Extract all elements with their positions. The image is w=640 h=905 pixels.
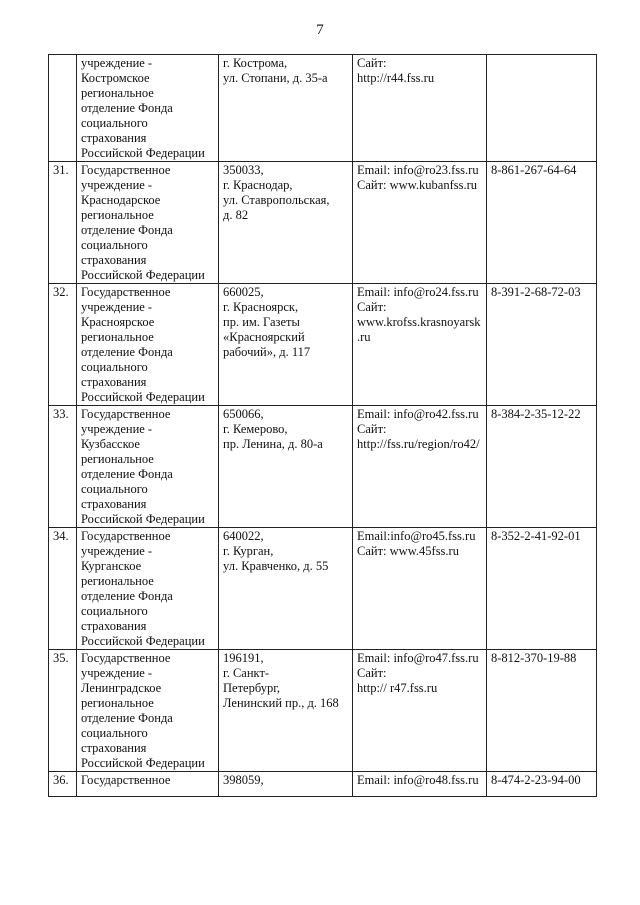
phone-cell: 8-474-2-23-94-00 xyxy=(487,772,597,797)
cell-line: Кузбасское xyxy=(81,437,140,451)
cell-line: ул. Ставропольская, xyxy=(223,193,330,207)
cell-line: учреждение - xyxy=(81,544,153,558)
cell-line: учреждение - xyxy=(81,56,153,70)
cell-line: отделение Фонда xyxy=(81,467,173,481)
cell-line: Государственное xyxy=(81,651,171,665)
cell-line: ул. Кравченко, д. 55 xyxy=(223,559,329,573)
phone-cell: 8-391-2-68-72-03 xyxy=(487,284,597,406)
cell-line: учреждение - xyxy=(81,178,153,192)
cell-line: отделение Фонда xyxy=(81,223,173,237)
cell-line: региональное xyxy=(81,574,154,588)
cell-line: Государственное xyxy=(81,285,171,299)
cell-line: Email: info@ro23.fss.ru xyxy=(357,163,479,177)
cell-line: Российской Федерации xyxy=(81,146,205,160)
cell-line: региональное xyxy=(81,452,154,466)
cell-line: Краснодарское xyxy=(81,193,161,207)
cell-line: отделение Фонда xyxy=(81,345,173,359)
contacts-cell xyxy=(353,55,487,162)
row-number-cell: 35. xyxy=(49,650,77,772)
cell-line: пр. им. Газеты xyxy=(223,315,300,329)
cell-line: Государственное xyxy=(81,773,171,787)
cell-line: Государственное xyxy=(81,529,171,543)
cell-line: Сайт: www.45fss.ru xyxy=(357,544,459,558)
cell-line: Красноярское xyxy=(81,315,155,329)
contacts-cell xyxy=(353,650,487,772)
cell-line: Курганское xyxy=(81,559,142,573)
cell-line: пр. Ленина, д. 80-а xyxy=(223,437,323,451)
cell-line: отделение Фонда xyxy=(81,589,173,603)
table-row xyxy=(49,528,597,650)
table-body xyxy=(49,55,597,797)
cell-line: Сайт: xyxy=(357,56,387,70)
table-row xyxy=(49,284,597,406)
cell-line: г. Кемерово, xyxy=(223,422,288,436)
phone-cell: 8-861-267-64-64 xyxy=(487,162,597,284)
cell-line: социального xyxy=(81,116,148,130)
cell-line: http://fss.ru/region/ro42/ xyxy=(357,437,480,451)
cell-line: региональное xyxy=(81,696,154,710)
cell-line: учреждение - xyxy=(81,300,153,314)
cell-line: 196191, xyxy=(223,651,264,665)
cell-line: Email:info@ro45.fss.ru xyxy=(357,529,476,543)
cell-line: г. Санкт- xyxy=(223,666,270,680)
institution-name-cell xyxy=(77,162,219,284)
institution-name-cell xyxy=(77,528,219,650)
institution-name-cell xyxy=(77,650,219,772)
cell-line: учреждение - xyxy=(81,666,153,680)
cell-line: страхования xyxy=(81,741,147,755)
cell-line: www.krofss.krasnoyarsk xyxy=(357,315,481,329)
cell-line: Государственное xyxy=(81,163,171,177)
cell-line: отделение Фонда xyxy=(81,101,173,115)
cell-line: Костромское xyxy=(81,71,150,85)
contacts-cell xyxy=(353,284,487,406)
phone-cell: 8-812-370-19-88 xyxy=(487,650,597,772)
cell-line: http://r44.fss.ru xyxy=(357,71,435,85)
contacts-cell xyxy=(353,528,487,650)
row-number-cell: 31. xyxy=(49,162,77,284)
contacts-cell xyxy=(353,162,487,284)
cell-line: социального xyxy=(81,238,148,252)
cell-line: Сайт: xyxy=(357,666,387,680)
cell-line: Сайт: xyxy=(357,300,387,314)
address-cell xyxy=(219,55,353,162)
institution-name-cell xyxy=(77,284,219,406)
contacts-cell xyxy=(353,772,487,797)
regional-offices-table xyxy=(48,54,597,797)
institution-name-cell xyxy=(77,406,219,528)
cell-line: Российской Федерации xyxy=(81,634,205,648)
cell-line: ул. Стопани, д. 35-а xyxy=(223,71,328,85)
table-row xyxy=(49,406,597,528)
cell-line: рабочий», д. 117 xyxy=(223,345,311,359)
cell-line: 350033, xyxy=(223,163,264,177)
cell-line: региональное xyxy=(81,330,154,344)
row-number-cell: 36. xyxy=(49,772,77,797)
cell-line: г. Курган, xyxy=(223,544,274,558)
row-number-cell xyxy=(49,55,77,162)
cell-line: 650066, xyxy=(223,407,264,421)
cell-line: .ru xyxy=(357,330,371,344)
cell-line: Email: info@ro42.fss.ru xyxy=(357,407,479,421)
cell-line: страхования xyxy=(81,131,147,145)
cell-line: региональное xyxy=(81,208,154,222)
row-number-cell: 32. xyxy=(49,284,77,406)
cell-line: страхования xyxy=(81,253,147,267)
address-cell xyxy=(219,772,353,797)
cell-line: отделение Фонда xyxy=(81,711,173,725)
cell-line: страхования xyxy=(81,375,147,389)
cell-line: http:// r47.fss.ru xyxy=(357,681,438,695)
cell-line: г. Краснодар, xyxy=(223,178,293,192)
contacts-cell xyxy=(353,406,487,528)
table-row xyxy=(49,772,597,797)
cell-line: д. 82 xyxy=(223,208,249,222)
phone-cell: 8-384-2-35-12-22 xyxy=(487,406,597,528)
address-cell xyxy=(219,162,353,284)
address-cell xyxy=(219,528,353,650)
phone-cell xyxy=(487,55,597,162)
table-row xyxy=(49,162,597,284)
cell-line: социального xyxy=(81,360,148,374)
cell-line: Email: info@ro24.fss.ru xyxy=(357,285,479,299)
cell-line: учреждение - xyxy=(81,422,153,436)
cell-line: г. Красноярск, xyxy=(223,300,299,314)
cell-line: Российской Федерации xyxy=(81,512,205,526)
address-cell xyxy=(219,406,353,528)
cell-line: страхования xyxy=(81,619,147,633)
cell-line: 398059, xyxy=(223,773,264,787)
cell-line: Ленинградское xyxy=(81,681,162,695)
cell-line: Петербург, xyxy=(223,681,281,695)
cell-line: Email: info@ro48.fss.ru xyxy=(357,773,479,787)
cell-line: социального xyxy=(81,482,148,496)
cell-line: Ленинский пр., д. 168 xyxy=(223,696,339,710)
cell-line: Сайт: xyxy=(357,422,387,436)
cell-line: 660025, xyxy=(223,285,264,299)
cell-line: г. Кострома, xyxy=(223,56,288,70)
cell-line: Российской Федерации xyxy=(81,268,205,282)
cell-line: Российской Федерации xyxy=(81,756,205,770)
address-cell xyxy=(219,650,353,772)
cell-line: Email: info@ro47.fss.ru xyxy=(357,651,479,665)
row-number-cell: 34. xyxy=(49,528,77,650)
cell-line: Сайт: www.kubanfss.ru xyxy=(357,178,478,192)
table-row xyxy=(49,650,597,772)
institution-name-cell xyxy=(77,55,219,162)
phone-cell: 8-352-2-41-92-01 xyxy=(487,528,597,650)
table-row xyxy=(49,55,597,162)
address-cell xyxy=(219,284,353,406)
cell-line: региональное xyxy=(81,86,154,100)
cell-line: страхования xyxy=(81,497,147,511)
cell-line: социального xyxy=(81,726,148,740)
cell-line: «Красноярский xyxy=(223,330,305,344)
cell-line: социального xyxy=(81,604,148,618)
cell-line: Государственное xyxy=(81,407,171,421)
cell-line: 640022, xyxy=(223,529,264,543)
cell-line: Российской Федерации xyxy=(81,390,205,404)
page-number: 7 xyxy=(316,22,324,38)
institution-name-cell xyxy=(77,772,219,797)
row-number-cell: 33. xyxy=(49,406,77,528)
